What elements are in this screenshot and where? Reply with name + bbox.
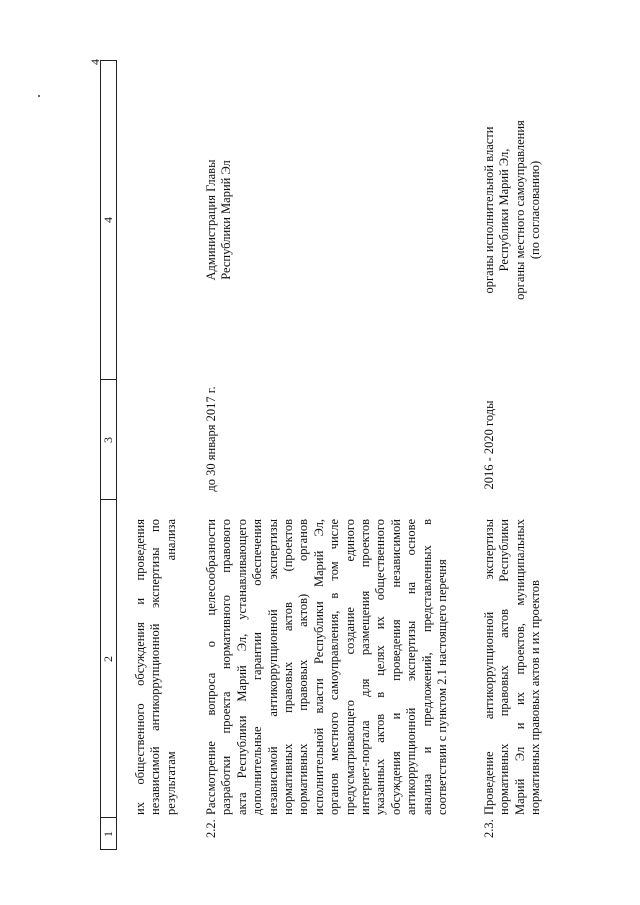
row-deadline-2-2: до 30 января 2017 г. [204, 386, 218, 492]
row-executor-2-3 [482, 95, 544, 325]
text-line: нормативных правовых актов (проектов [281, 519, 296, 815]
scan-speck [38, 95, 40, 97]
text-line: органы исполнительной власти [482, 126, 496, 294]
text-line: акта Республики Марий Эл, устанавливающего [234, 519, 249, 815]
row-executor-2-2: Администрация Главы Республики Марий Эл [204, 159, 234, 281]
text-line: обсуждения и проведения независимой [388, 519, 403, 815]
text-line: интернет-портала для размещения проектов [358, 519, 373, 815]
text-line: исполнительной власти Республики Марий Эл, [311, 519, 326, 815]
text-line: предусматривающего создание единого [342, 519, 357, 815]
text-line: соответствии с пунктом 2.1 настоящего перечня [435, 559, 450, 815]
text-line: (по согласованию) [528, 160, 543, 260]
text-line: антикоррупционной экспертизы на основе [404, 519, 419, 815]
text-line: анализа и предложений, представленных в [419, 519, 434, 815]
text-line: разработки проекта нормативного правового [219, 519, 234, 815]
text-line: независимой антикоррупционной экспертизы [265, 519, 280, 815]
row-number-2-3: 2.3. [482, 819, 496, 838]
row-description-2-2 [204, 519, 451, 815]
row-number-2-2: 2.2. [204, 819, 218, 838]
row-description-2-3 [482, 519, 544, 815]
header-col-4: 4 [101, 217, 115, 223]
text-line: нормативных правовых актов) органов [296, 519, 311, 815]
text-line: нормативных правовых актов и их проектов [528, 580, 543, 815]
text-line: нормативных правовых актов Республики [497, 519, 512, 815]
text-line: органы местного самоуправления [512, 120, 527, 300]
continuation-text: их общественного обсуждения и проведения независимой антикоррупционной экспертизы по результатам анализа [133, 519, 178, 815]
page-number: 4 [88, 59, 102, 65]
text-line: указанных актов в целях их общественного [373, 519, 388, 815]
text-line: Марий Эл и их проектов, муниципальных [512, 519, 527, 815]
text-line: дополнительные гарантии обеспечения [250, 519, 265, 815]
rotated-page [100, 60, 620, 850]
text-line: органов местного самоуправления, в том числе [327, 519, 342, 815]
header-col-3: 3 [101, 437, 115, 443]
text-line: Рассмотрение вопроса о целесообразности [204, 519, 218, 815]
header-col-2: 2 [101, 656, 115, 662]
header-col-1: 1 [101, 831, 115, 837]
row-deadline-2-3: 2016 - 2020 годы [482, 400, 496, 490]
text-line: Проведение антикоррупционной экспертизы [482, 519, 496, 815]
text-line: Республики Марий Эл, [497, 148, 512, 272]
header-bottom-border [116, 60, 117, 850]
